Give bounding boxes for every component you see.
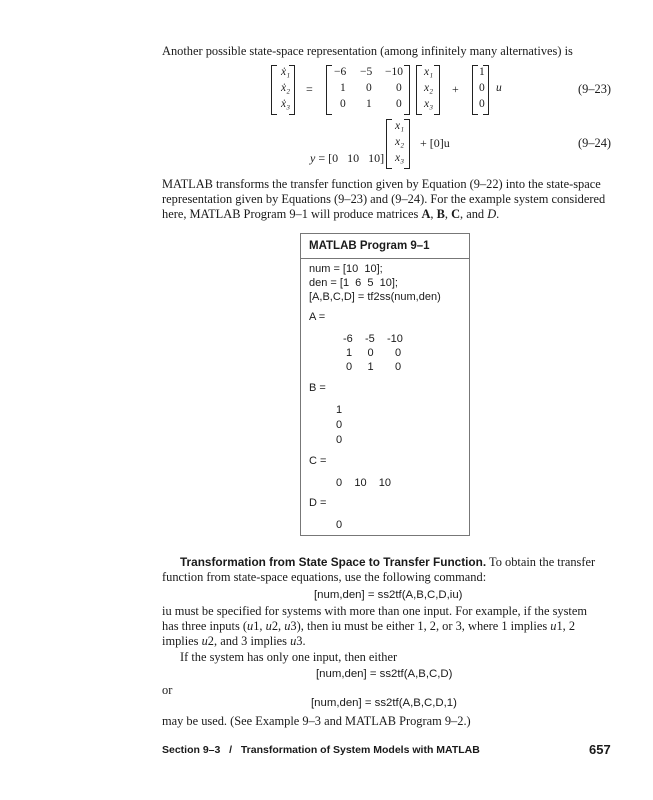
output-label-b: B = <box>309 382 326 394</box>
xdot-1: ẋ₁ <box>281 66 291 78</box>
matrix-a-1-0: 1 <box>340 82 346 94</box>
equation-number: (9–23) <box>578 82 612 96</box>
bracket <box>326 65 332 115</box>
paragraph-line: Transformation from State Space to Transfer Function. To obtain the transfer <box>180 555 596 569</box>
paragraph-line: iu must be specified for systems with more than one input. For example, if the system <box>162 604 587 618</box>
output-label-d: D = <box>309 497 327 509</box>
output-a-row: 1 0 0 <box>343 347 402 359</box>
x-2: x₂ <box>395 136 405 148</box>
paragraph-line: MATLAB transforms the transfer function given by Equation (9–22) into the state-space <box>162 177 601 191</box>
input-u: u <box>496 82 502 94</box>
matrix-b-1: 0 <box>479 82 485 94</box>
output-equation-lhs: y = [0 10 10] <box>310 151 385 165</box>
code-line: [A,B,C,D] = tf2ss(num,den) <box>309 291 441 303</box>
output-a-row: -6 -5 -10 <box>343 333 403 345</box>
xdot-3: ẋ₃ <box>281 98 291 110</box>
bracket <box>386 119 392 169</box>
reference-text: may be used. (See Example 9–3 and MATLAB Program 9–2.) <box>162 714 471 728</box>
matrix-a-1-2: 0 <box>396 82 402 94</box>
command-ss2tf: [num,den] = ss2tf(A,B,C,D) <box>316 668 453 680</box>
program-title: MATLAB Program 9–1 <box>301 234 469 259</box>
paragraph-line: implies u2, and 3 implies u3. <box>162 634 306 649</box>
paragraph-line: If the system has only one input, then either <box>180 649 398 664</box>
bracket <box>289 65 295 115</box>
matlab-program-box <box>300 233 470 536</box>
intro-text: Another possible state-space representation (among infinitely many alternatives) is <box>162 44 573 58</box>
xdot-2: ẋ₂ <box>281 82 291 94</box>
matrix-a-0-1: −5 <box>360 66 373 78</box>
paragraph-line: representation given by Equations (9–23) and (9–24). For the example system considered <box>162 192 606 207</box>
output-a-row: 0 1 0 <box>343 361 402 373</box>
output-label-c: C = <box>309 455 327 467</box>
output-c-row: 0 10 10 <box>336 477 392 489</box>
page-number: 657 <box>589 742 611 757</box>
matrix-a-2-2: 0 <box>396 98 402 110</box>
section-heading: Transformation from State Space to Transfer Function. <box>180 555 487 569</box>
x-1: x₁ <box>424 66 434 78</box>
output-b-row: 1 <box>336 404 343 416</box>
matrix-a-0-2: −10 <box>385 66 403 78</box>
matrix-a-1-1: 0 <box>366 82 372 94</box>
x-1: x₁ <box>395 120 405 132</box>
output-d-row: 0 <box>336 519 343 531</box>
bracket <box>271 65 277 115</box>
x-3: x₃ <box>424 98 434 110</box>
bracket <box>404 65 410 115</box>
bracket <box>483 65 489 115</box>
paragraph-line: has three inputs (u1, u2, u3), then iu must be either 1, 2, or 3, where 1 implies u1, 2 <box>162 619 576 634</box>
output-b-row: 0 <box>336 419 343 431</box>
bracket <box>434 65 440 115</box>
plus-sign: + <box>452 82 459 96</box>
paragraph-line: here, MATLAB Program 9–1 will produce matrices A, B, C, and D. <box>162 207 500 222</box>
output-label-a: A = <box>309 311 326 323</box>
command-ss2tf-iu: [num,den] = ss2tf(A,B,C,D,iu) <box>314 589 463 601</box>
matrix-b-0: 1 <box>479 66 485 78</box>
section-paragraph <box>162 555 612 585</box>
matrix-a-2-0: 0 <box>340 98 346 110</box>
feedthrough-term: + [0]u <box>420 136 450 150</box>
equation-number: (9–24) <box>578 136 612 150</box>
equals-sign: = <box>306 82 313 96</box>
iu-paragraph <box>162 604 612 665</box>
matrix-a-2-1: 1 <box>366 98 372 110</box>
matlab-paragraph <box>162 177 612 223</box>
bracket <box>404 119 410 169</box>
matrix-a-0-0: −6 <box>334 66 347 78</box>
bracket <box>416 65 422 115</box>
or-text: or <box>162 683 173 697</box>
command-ss2tf-1: [num,den] = ss2tf(A,B,C,D,1) <box>311 697 457 709</box>
x-3: x₃ <box>395 152 405 164</box>
output-b-row: 0 <box>336 434 343 446</box>
matrix-b-2: 0 <box>479 98 485 110</box>
code-line: den = [1 6 5 10]; <box>309 277 398 289</box>
paragraph-line: function from state-space equations, use the following command: <box>162 570 487 585</box>
x-2: x₂ <box>424 82 434 94</box>
footer-section: Section 9–3 / Transformation of System Models with MATLAB <box>162 744 480 756</box>
bracket <box>472 65 478 115</box>
code-line: num = [10 10]; <box>309 263 383 275</box>
